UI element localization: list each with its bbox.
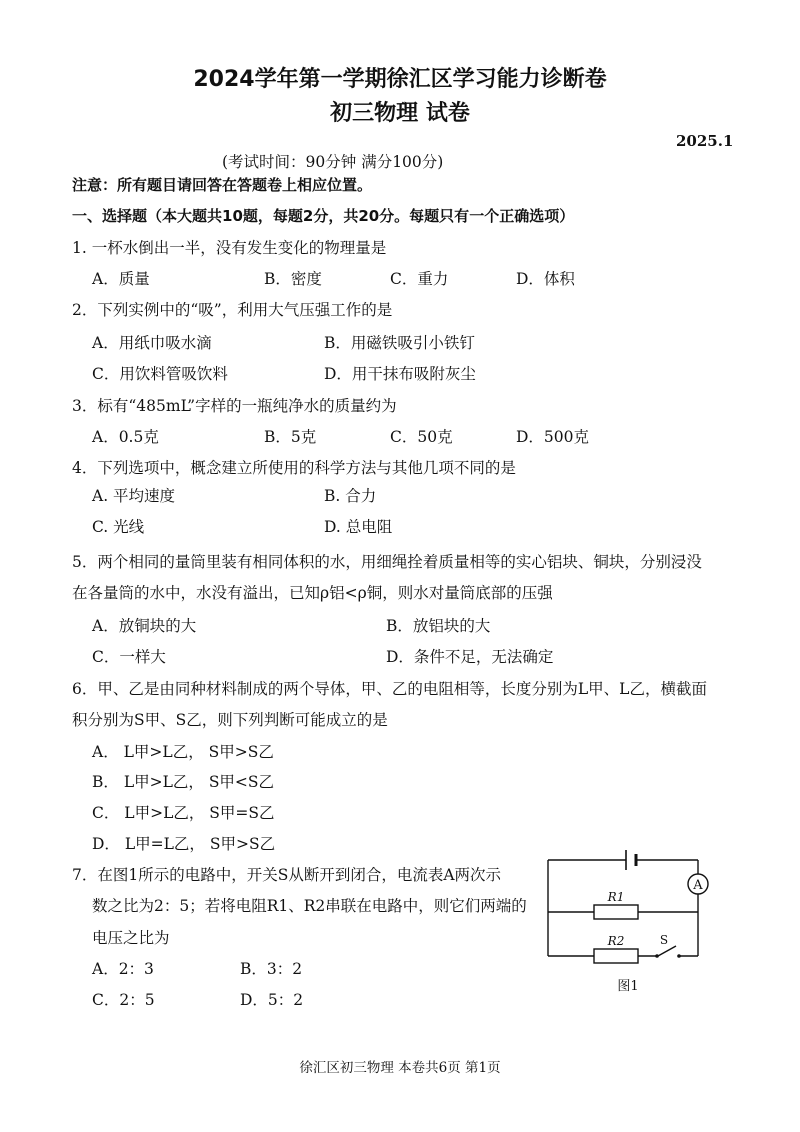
q4-option-d: D. 总电阻	[324, 518, 393, 536]
q3-option-a: A．0.5克	[92, 428, 159, 446]
q6-option-a: A． L甲>L乙， S甲>S乙	[92, 743, 274, 761]
notice: 注意：所有题目请回答在答题卷上相应位置。	[72, 176, 373, 194]
q7-option-a: A．2：3	[92, 960, 154, 978]
exam-date: 2025.1	[676, 132, 734, 150]
q1-option-b: B．密度	[264, 270, 322, 288]
q4-option-c: C. 光线	[92, 518, 145, 536]
q7-option-d: D．5：2	[240, 991, 304, 1009]
q5-option-a: A．放铜块的大	[92, 617, 197, 635]
page-footer: 徐汇区初三物理 本卷共6页 第1页	[299, 1060, 501, 1076]
q5-option-b: B．放铝块的大	[386, 617, 491, 635]
switch-contact	[677, 954, 681, 958]
q1-option-d: D．体积	[516, 270, 575, 288]
q7-stem-line1: 7．在图1所示的电路中，开关S从断开到闭合，电流表A两次示	[72, 866, 502, 884]
q6-option-d: D． L甲=L乙， S甲>S乙	[92, 835, 276, 853]
q5-stem-line2: 在各量筒的水中，水没有溢出，已知ρ铝<ρ铜，则水对量筒底部的压强	[72, 584, 553, 602]
q2-stem: 2．下列实例中的“吸”，利用大气压强工作的是	[72, 301, 393, 319]
exam-info: (考试时间：90分钟 满分100分)	[222, 153, 444, 171]
q2-option-b: B．用磁铁吸引小铁钉	[324, 334, 475, 352]
q5-option-d: D．条件不足，无法确定	[386, 648, 554, 666]
q6-stem-line2: 积分别为S甲、S乙，则下列判断可能成立的是	[72, 711, 388, 729]
exam-title-line2: 初三物理 试卷	[330, 101, 470, 126]
q5-option-c: C．一样大	[92, 648, 166, 666]
q4-option-a: A. 平均速度	[92, 487, 176, 505]
q2-option-a: A．用纸巾吸水滴	[92, 334, 212, 352]
q7-option-b: B．3：2	[240, 960, 303, 978]
switch-contact	[655, 954, 659, 958]
r2-label: R2	[607, 934, 625, 948]
q6-option-c: C． L甲>L乙， S甲=S乙	[92, 804, 275, 822]
q4-option-b: B. 合力	[324, 487, 377, 505]
ammeter	[688, 874, 708, 894]
q3-option-c: C．50克	[390, 428, 453, 446]
circuit-diagram	[538, 842, 718, 1002]
q3-option-b: B．5克	[264, 428, 317, 446]
ammeter-label: A	[693, 878, 703, 893]
q7-stem-line3: 电压之比为	[92, 929, 170, 947]
exam-title-line1: 2024学年第一学期徐汇区学习能力诊断卷	[193, 67, 607, 92]
switch-label: S	[659, 933, 669, 947]
q2-option-c: C．用饮料管吸饮料	[92, 365, 228, 383]
r1-label: R1	[607, 890, 625, 904]
q4-stem: 4．下列选项中，概念建立所使用的科学方法与其他几项不同的是	[72, 459, 516, 477]
q7-option-c: C．2：5	[92, 991, 155, 1009]
q3-stem: 3．标有“485mL”字样的一瓶纯净水的质量约为	[72, 397, 397, 415]
q1-stem: 1. 一杯水倒出一半，没有发生变化的物理量是	[72, 239, 387, 257]
q3-option-d: D．500克	[516, 428, 590, 446]
q7-stem-line2: 数之比为2：5；若将电阻R1、R2串联在电路中，则它们两端的	[92, 897, 527, 915]
q2-option-d: D．用干抹布吸附灰尘	[324, 365, 476, 383]
q5-stem-line1: 5．两个相同的量筒里装有相同体积的水，用细绳拴着质量相等的实心铝块、铜块，分别浸没	[72, 553, 702, 571]
figure-caption: 图1	[617, 979, 639, 994]
q1-option-c: C．重力	[390, 270, 449, 288]
q6-stem-line1: 6．甲、乙是由同种材料制成的两个导体，甲、乙的电阻相等，长度分别为L甲、L乙，横截面	[72, 680, 707, 698]
q6-option-b: B． L甲>L乙， S甲<S乙	[92, 773, 275, 791]
section-heading: 一、选择题（本大题共10题，每题2分，共20分。每题只有一个正确选项）	[72, 207, 575, 225]
q1-option-a: A．质量	[92, 270, 150, 288]
